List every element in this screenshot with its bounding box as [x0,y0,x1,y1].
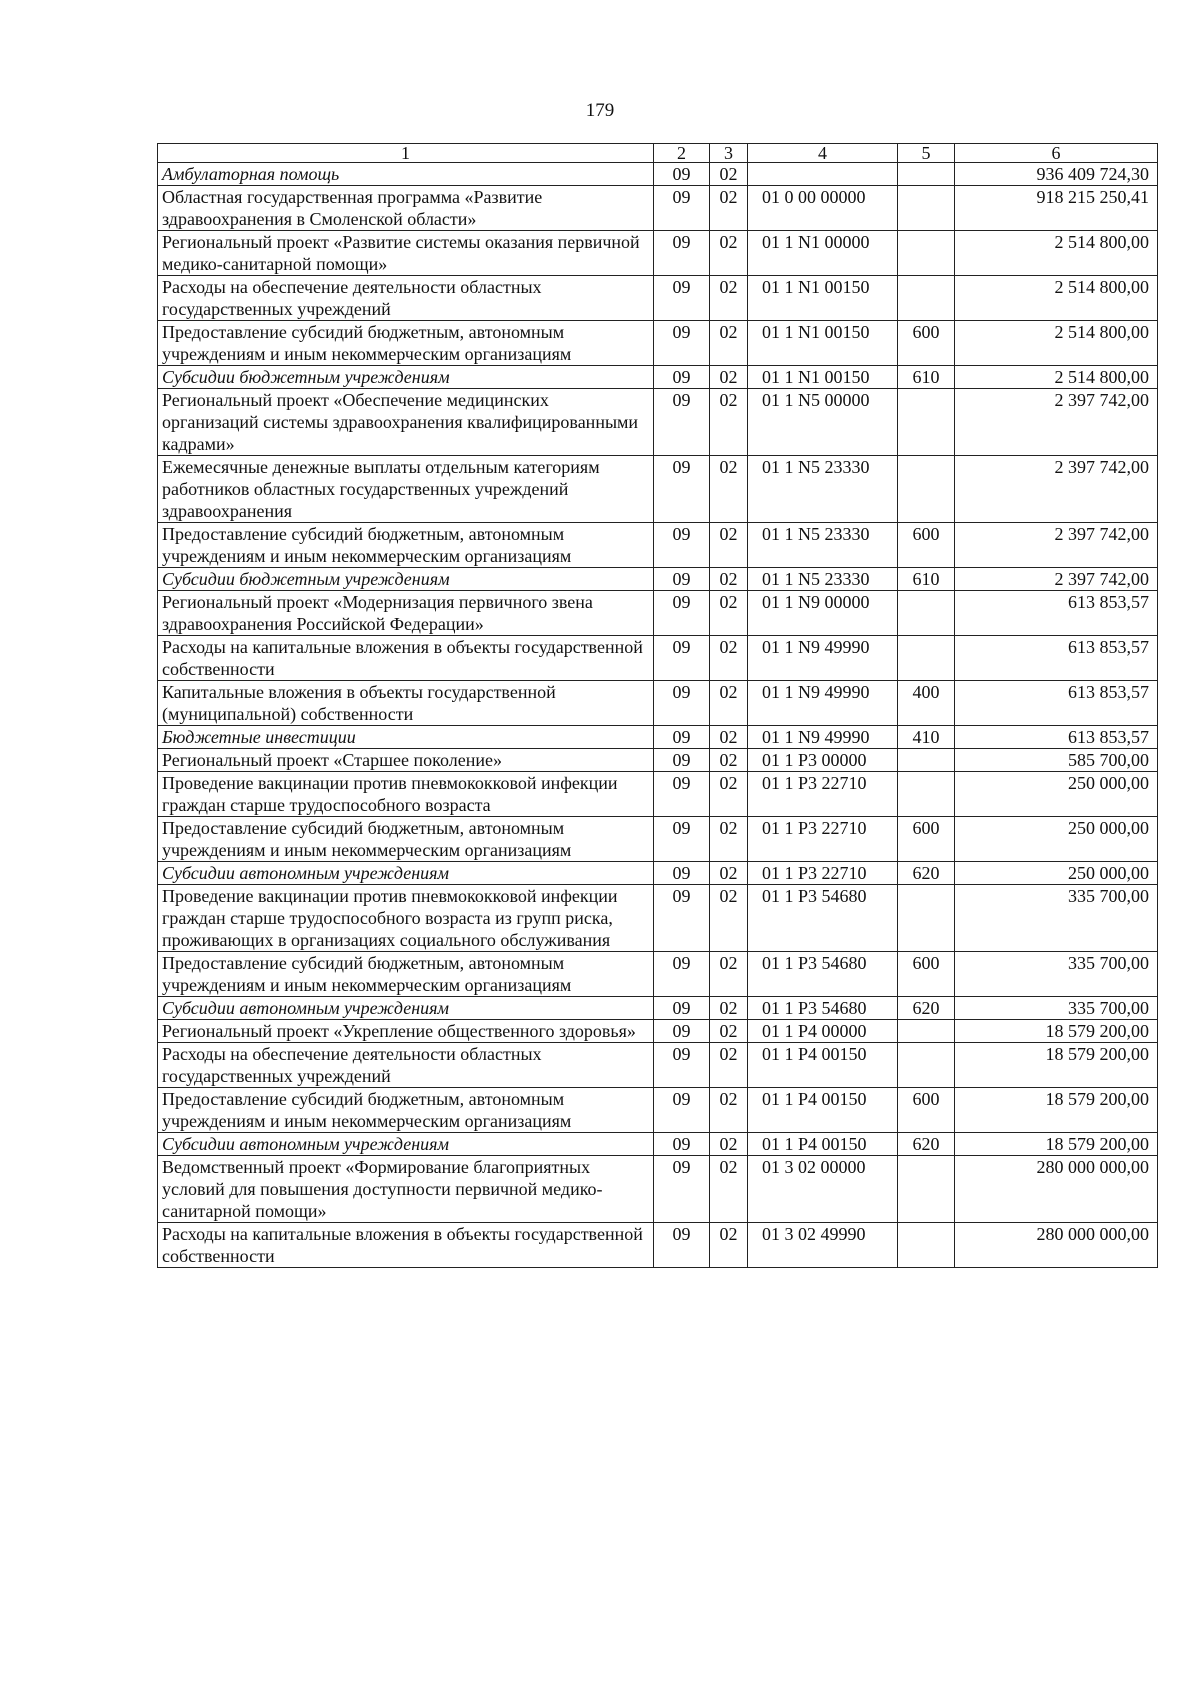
table-row [158,1133,1158,1156]
table-body [158,163,1158,1268]
row-expense-type-cell [898,456,955,523]
row-amount-cell: 280 000 000,00 [955,1156,1158,1223]
table-row [158,1043,1158,1088]
row-subsection-cell: 02 [710,817,748,862]
table-row [158,997,1158,1020]
row-section-cell: 09 [654,817,710,862]
row-name-cell: Субсидии автономным учреждениям [158,862,654,885]
row-subsection-cell: 02 [710,997,748,1020]
table-row [158,591,1158,636]
table-row [158,726,1158,749]
row-name-cell: Амбулаторная помощь [158,163,654,186]
row-section-cell: 09 [654,862,710,885]
row-subsection-cell: 02 [710,726,748,749]
row-amount-cell: 2 397 742,00 [955,568,1158,591]
column-header-5: 5 [898,144,955,163]
row-target-code-cell: 01 1 N9 49990 [748,636,898,681]
row-target-code-cell: 01 1 P3 54680 [748,952,898,997]
row-section-cell: 09 [654,726,710,749]
column-header-6: 6 [955,144,1158,163]
row-target-code-cell: 01 3 02 00000 [748,1156,898,1223]
row-expense-type-cell [898,885,955,952]
row-amount-cell: 2 397 742,00 [955,523,1158,568]
row-name-cell: Субсидии бюджетным учреждениям [158,568,654,591]
row-target-code-cell: 01 1 P4 00150 [748,1133,898,1156]
row-name-cell: Региональный проект «Старшее поколение» [158,749,654,772]
row-section-cell: 09 [654,1020,710,1043]
row-amount-cell: 18 579 200,00 [955,1020,1158,1043]
row-name-cell: Областная государственная программа «Развитие здравоохранения в Смоленской области» [158,186,654,231]
table-row [158,321,1158,366]
row-expense-type-cell: 600 [898,817,955,862]
row-amount-cell: 335 700,00 [955,952,1158,997]
column-header-3: 3 [710,144,748,163]
table-row [158,186,1158,231]
row-amount-cell: 585 700,00 [955,749,1158,772]
row-target-code-cell: 01 1 N9 49990 [748,681,898,726]
row-name-cell: Капитальные вложения в объекты государственной (муниципальной) собственности [158,681,654,726]
row-target-code-cell: 01 1 N5 23330 [748,523,898,568]
row-amount-cell: 2 514 800,00 [955,366,1158,389]
row-expense-type-cell [898,636,955,681]
row-subsection-cell: 02 [710,276,748,321]
row-subsection-cell: 02 [710,366,748,389]
row-amount-cell: 613 853,57 [955,681,1158,726]
row-section-cell: 09 [654,1088,710,1133]
row-amount-cell: 2 397 742,00 [955,456,1158,523]
row-expense-type-cell [898,1020,955,1043]
row-expense-type-cell: 620 [898,862,955,885]
row-expense-type-cell [898,163,955,186]
row-name-cell: Предоставление субсидий бюджетным, автономным учреждениям и иным некоммерческим организациям [158,952,654,997]
row-section-cell: 09 [654,997,710,1020]
row-section-cell: 09 [654,591,710,636]
row-amount-cell: 18 579 200,00 [955,1043,1158,1088]
row-section-cell: 09 [654,1156,710,1223]
row-amount-cell: 250 000,00 [955,817,1158,862]
row-name-cell: Предоставление субсидий бюджетным, автономным учреждениям и иным некоммерческим организациям [158,523,654,568]
row-target-code-cell: 01 1 P3 22710 [748,817,898,862]
row-expense-type-cell: 600 [898,952,955,997]
row-name-cell: Субсидии автономным учреждениям [158,1133,654,1156]
row-name-cell: Проведение вакцинации против пневмококковой инфекции граждан старше трудоспособного возраста из групп риска, проживающих в организациях социального обслуживания [158,885,654,952]
row-expense-type-cell [898,231,955,276]
row-amount-cell: 250 000,00 [955,862,1158,885]
row-expense-type-cell [898,389,955,456]
row-target-code-cell: 01 1 P3 54680 [748,997,898,1020]
row-amount-cell: 613 853,57 [955,726,1158,749]
row-subsection-cell: 02 [710,568,748,591]
table-row [158,952,1158,997]
row-amount-cell: 918 215 250,41 [955,186,1158,231]
row-expense-type-cell: 600 [898,1088,955,1133]
row-target-code-cell [748,163,898,186]
row-amount-cell: 335 700,00 [955,997,1158,1020]
row-section-cell: 09 [654,523,710,568]
row-expense-type-cell: 610 [898,366,955,389]
row-name-cell: Субсидии автономным учреждениям [158,997,654,1020]
row-expense-type-cell [898,1223,955,1268]
table-row [158,1223,1158,1268]
row-section-cell: 09 [654,636,710,681]
row-section-cell: 09 [654,456,710,523]
table-row [158,885,1158,952]
row-expense-type-cell: 600 [898,523,955,568]
row-target-code-cell: 01 1 N5 00000 [748,389,898,456]
row-expense-type-cell [898,276,955,321]
row-subsection-cell: 02 [710,523,748,568]
row-subsection-cell: 02 [710,389,748,456]
column-header-2: 2 [654,144,710,163]
table-row [158,276,1158,321]
row-target-code-cell: 01 1 N5 23330 [748,568,898,591]
row-expense-type-cell: 610 [898,568,955,591]
row-target-code-cell: 01 3 02 49990 [748,1223,898,1268]
row-section-cell: 09 [654,952,710,997]
table-row [158,456,1158,523]
row-name-cell: Предоставление субсидий бюджетным, автономным учреждениям и иным некоммерческим организациям [158,321,654,366]
table-row [158,681,1158,726]
row-amount-cell: 280 000 000,00 [955,1223,1158,1268]
row-target-code-cell: 01 1 P3 00000 [748,749,898,772]
table-row [158,1020,1158,1043]
row-expense-type-cell: 600 [898,321,955,366]
table-row [158,389,1158,456]
row-expense-type-cell [898,749,955,772]
row-name-cell: Расходы на обеспечение деятельности областных государственных учреждений [158,1043,654,1088]
row-target-code-cell: 01 1 N1 00150 [748,366,898,389]
row-subsection-cell: 02 [710,772,748,817]
row-amount-cell: 250 000,00 [955,772,1158,817]
row-target-code-cell: 01 1 P3 22710 [748,772,898,817]
row-subsection-cell: 02 [710,885,748,952]
row-target-code-cell: 01 1 P3 54680 [748,885,898,952]
row-subsection-cell: 02 [710,952,748,997]
row-section-cell: 09 [654,1223,710,1268]
row-expense-type-cell [898,772,955,817]
row-subsection-cell: 02 [710,1223,748,1268]
column-header-4: 4 [748,144,898,163]
row-expense-type-cell [898,1156,955,1223]
row-name-cell: Расходы на капитальные вложения в объекты государственной собственности [158,1223,654,1268]
row-section-cell: 09 [654,681,710,726]
row-subsection-cell: 02 [710,591,748,636]
column-header-1: 1 [158,144,654,163]
row-amount-cell: 2 514 800,00 [955,321,1158,366]
row-amount-cell: 613 853,57 [955,591,1158,636]
row-expense-type-cell: 410 [898,726,955,749]
row-target-code-cell: 01 1 N9 49990 [748,726,898,749]
row-expense-type-cell: 620 [898,997,955,1020]
row-name-cell: Предоставление субсидий бюджетным, автономным учреждениям и иным некоммерческим организациям [158,817,654,862]
row-section-cell: 09 [654,276,710,321]
row-amount-cell: 936 409 724,30 [955,163,1158,186]
row-section-cell: 09 [654,885,710,952]
row-subsection-cell: 02 [710,1133,748,1156]
row-section-cell: 09 [654,749,710,772]
row-name-cell: Расходы на обеспечение деятельности областных государственных учреждений [158,276,654,321]
row-subsection-cell: 02 [710,1043,748,1088]
row-name-cell: Расходы на капитальные вложения в объекты государственной собственности [158,636,654,681]
table-row [158,163,1158,186]
row-subsection-cell: 02 [710,749,748,772]
row-expense-type-cell [898,591,955,636]
table-row [158,1088,1158,1133]
row-expense-type-cell: 400 [898,681,955,726]
row-target-code-cell: 01 1 N1 00150 [748,321,898,366]
row-expense-type-cell [898,1043,955,1088]
table-row [158,772,1158,817]
row-target-code-cell: 01 1 N9 00000 [748,591,898,636]
row-target-code-cell: 01 1 P4 00000 [748,1020,898,1043]
row-section-cell: 09 [654,366,710,389]
row-subsection-cell: 02 [710,1156,748,1223]
row-subsection-cell: 02 [710,1088,748,1133]
row-subsection-cell: 02 [710,321,748,366]
row-subsection-cell: 02 [710,862,748,885]
row-subsection-cell: 02 [710,456,748,523]
row-amount-cell: 2 397 742,00 [955,389,1158,456]
row-subsection-cell: 02 [710,231,748,276]
row-amount-cell: 335 700,00 [955,885,1158,952]
row-amount-cell: 18 579 200,00 [955,1088,1158,1133]
row-subsection-cell: 02 [710,186,748,231]
table-header [158,144,1158,163]
row-name-cell: Проведение вакцинации против пневмококковой инфекции граждан старше трудоспособного возраста [158,772,654,817]
row-subsection-cell: 02 [710,681,748,726]
row-section-cell: 09 [654,321,710,366]
row-section-cell: 09 [654,772,710,817]
table-row [158,231,1158,276]
table-row [158,366,1158,389]
row-target-code-cell: 01 1 P4 00150 [748,1088,898,1133]
row-subsection-cell: 02 [710,163,748,186]
row-section-cell: 09 [654,568,710,591]
row-target-code-cell: 01 1 P3 22710 [748,862,898,885]
row-name-cell: Бюджетные инвестиции [158,726,654,749]
budget-table [157,143,1158,1268]
page-number: 179 [585,100,615,121]
row-amount-cell: 18 579 200,00 [955,1133,1158,1156]
header-row [158,144,1158,163]
row-amount-cell: 2 514 800,00 [955,231,1158,276]
table-row [158,817,1158,862]
row-target-code-cell: 01 1 N1 00000 [748,231,898,276]
row-target-code-cell: 01 1 P4 00150 [748,1043,898,1088]
row-section-cell: 09 [654,163,710,186]
row-subsection-cell: 02 [710,1020,748,1043]
table-row [158,862,1158,885]
table-row [158,749,1158,772]
row-section-cell: 09 [654,1133,710,1156]
row-name-cell: Региональный проект «Укрепление общественного здоровья» [158,1020,654,1043]
row-target-code-cell: 01 1 N5 23330 [748,456,898,523]
row-section-cell: 09 [654,231,710,276]
row-amount-cell: 2 514 800,00 [955,276,1158,321]
table-row [158,1156,1158,1223]
row-subsection-cell: 02 [710,636,748,681]
row-name-cell: Ежемесячные денежные выплаты отдельным категориям работников областных государственных учреждений здравоохранения [158,456,654,523]
row-name-cell: Региональный проект «Обеспечение медицинских организаций системы здравоохранения квалифицированными кадрами» [158,389,654,456]
row-name-cell: Предоставление субсидий бюджетным, автономным учреждениям и иным некоммерческим организациям [158,1088,654,1133]
row-name-cell: Ведомственный проект «Формирование благоприятных условий для повышения доступности первичной медико-санитарной помощи» [158,1156,654,1223]
row-section-cell: 09 [654,389,710,456]
row-section-cell: 09 [654,186,710,231]
row-expense-type-cell [898,186,955,231]
row-name-cell: Региональный проект «Модернизация первичного звена здравоохранения Российской Федерации» [158,591,654,636]
table-row [158,523,1158,568]
row-name-cell: Субсидии бюджетным учреждениям [158,366,654,389]
row-name-cell: Региональный проект «Развитие системы оказания первичной медико-санитарной помощи» [158,231,654,276]
table-row [158,568,1158,591]
row-expense-type-cell: 620 [898,1133,955,1156]
row-target-code-cell: 01 0 00 00000 [748,186,898,231]
row-amount-cell: 613 853,57 [955,636,1158,681]
row-target-code-cell: 01 1 N1 00150 [748,276,898,321]
table-row [158,636,1158,681]
row-section-cell: 09 [654,1043,710,1088]
